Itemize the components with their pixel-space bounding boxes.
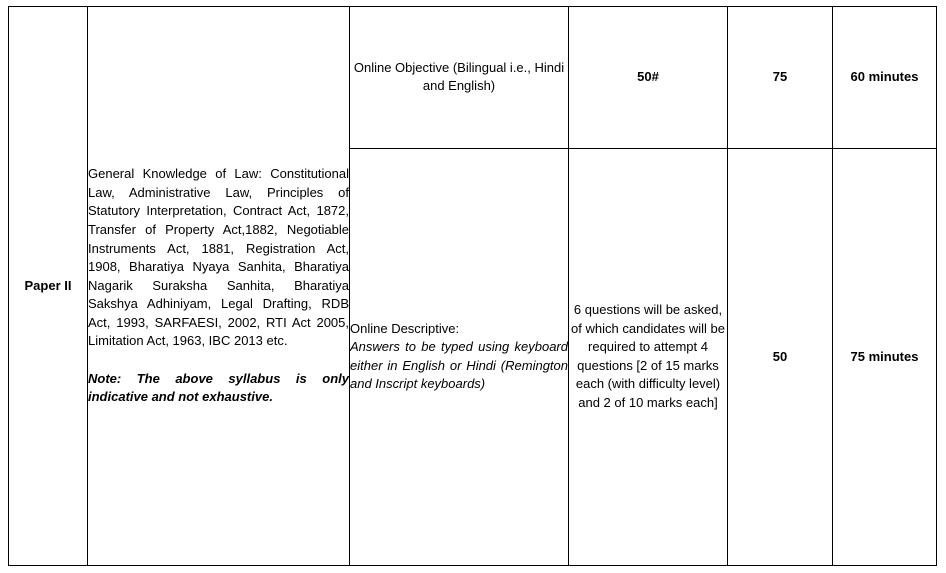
- objective-question-count-cell: [569, 7, 728, 149]
- objective-question-count: 50#: [637, 69, 659, 84]
- table-row-objective: [9, 7, 937, 149]
- objective-max-marks: 75: [772, 69, 788, 84]
- descriptive-question-scheme: 6 questions will be asked, of which candidates will be required to attempt 4 questions [2 of 15 marks each (with difficulty level) and 2 of 10 marks each]: [571, 302, 725, 410]
- paper-label-cell: [9, 7, 88, 566]
- mode-descriptive-cell: [350, 148, 569, 565]
- mode-objective-label: Online Objective (Bilingual i.e., Hindi and English): [353, 59, 565, 94]
- objective-duration: 60 minutes: [850, 69, 919, 84]
- mode-objective-cell: [350, 7, 569, 149]
- objective-duration-cell: [833, 7, 937, 149]
- descriptive-duration-cell: [833, 148, 937, 565]
- syllabus-cell: [88, 7, 350, 566]
- descriptive-question-scheme-cell: [569, 148, 728, 565]
- objective-max-marks-cell: [728, 7, 833, 149]
- mode-descriptive-label: Online Descriptive:: [350, 320, 460, 336]
- syllabus-note: Note: The above syllabus is only indicative and not exhaustive.: [88, 370, 349, 405]
- paper-label: Paper II: [24, 277, 72, 293]
- descriptive-max-marks-cell: [728, 148, 833, 565]
- syllabus-body: General Knowledge of Law: Constitutional Law, Administrative Law, Principles of Statutory Interpretation, Contract Act, 1872, Transfer of Property Act,1882, Negotiable Instruments Act, 1881, Registration Act, 1908, Bharatiya Nyaya Sanhita, Bharatiya Nagarik Suraksha Sanhita, Bharatiya Sakshya Adhiniyam, Legal Drafting, RDB Act, 1993, SARFAESI, 2002, RTI Act 2005, Limitation Act, 1963, IBC 2013 etc.: [88, 166, 349, 349]
- descriptive-max-marks: 50: [772, 348, 788, 364]
- mode-descriptive-detail: Answers to be typed using keyboard either in English or Hindi (Remington and Inscript keyboards): [350, 339, 568, 392]
- exam-pattern-table: [8, 6, 937, 566]
- descriptive-duration: 75 minutes: [850, 348, 919, 364]
